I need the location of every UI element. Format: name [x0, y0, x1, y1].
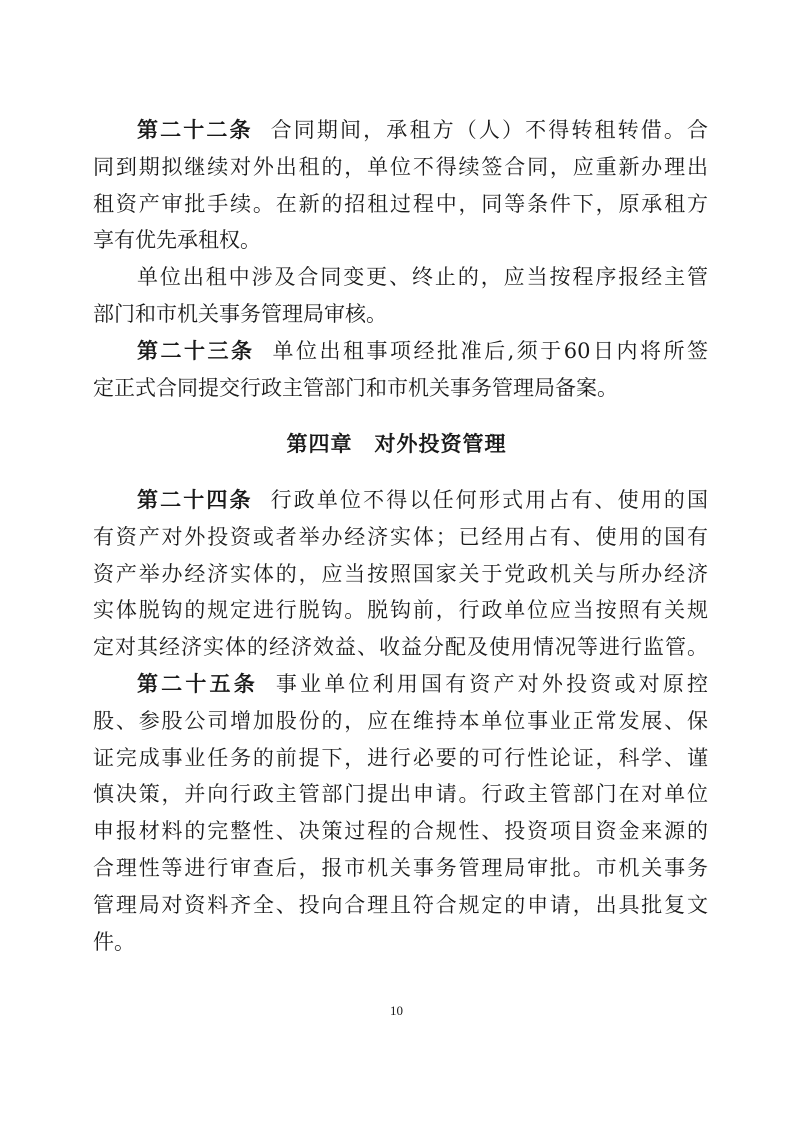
page-number: 10 — [390, 1003, 403, 1018]
article-22-line: 第二十二条 合同期间，承租方（人）不得转租转借。合 — [137, 117, 708, 142]
article-24-line: 资产举办经济实体的，应当按照国家关于党政机关与所办经济 — [93, 561, 708, 586]
article-24-line: 有资产对外投资或者举办经济实体；已经用占有、使用的国有 — [93, 524, 708, 549]
article-22-line: 享有优先承租权。 — [93, 228, 261, 253]
article-22-para2-line: 单位出租中涉及合同变更、终止的，应当按程序报经主管 — [137, 265, 708, 290]
chapter-heading: 第四章 对外投资管理 — [286, 431, 507, 456]
article-25-line: 合理性等进行审查后，报市机关事务管理局审批。市机关事务 — [93, 855, 708, 880]
article-24-line: 实体脱钩的规定进行脱钩。脱钩前，行政单位应当按照有关规 — [93, 598, 708, 623]
article-24-line: 定对其经济实体的经济效益、收益分配及使用情况等进行监管。 — [93, 635, 708, 660]
section-rental — [93, 112, 708, 406]
article-23-line: 定正式合同提交行政主管部门和市机关事务管理局备案。 — [93, 375, 618, 400]
article-25-line: 慎决策，并向行政主管部门提出申请。行政主管部门在对单位 — [93, 782, 708, 807]
article-24-line: 第二十四条 行政单位不得以任何形式用占有、使用的国 — [137, 487, 708, 512]
article-25-line: 件。 — [93, 929, 135, 954]
article-22-line: 同到期拟继续对外出租的，单位不得续签合同，应重新办理出 — [93, 154, 708, 179]
article-24-title: 第二十四条 — [137, 487, 253, 512]
section-investment — [93, 482, 708, 960]
article-22-line: 租资产审批手续。在新的招租过程中，同等条件下，原承租方 — [93, 191, 708, 216]
article-23-line: 第二十三条 单位出租事项经批准后,须于60日内将所签 — [137, 337, 708, 363]
article-25-line: 证完成事业任务的前提下，进行必要的可行性论证，科学、谨 — [93, 745, 708, 770]
article-25-line: 股、参股公司增加股份的，应在维持本单位事业正常发展、保 — [93, 708, 708, 733]
article-25-line: 第二十五条 事业单位利用国有资产对外投资或对原控 — [137, 670, 708, 696]
article-23-title: 第二十三条 — [137, 337, 255, 363]
article-25-line: 申报材料的完整性、决策过程的合规性、投资项目资金来源的 — [93, 819, 708, 844]
article-25-line: 管理局对资料齐全、投向合理且符合规定的申请，出具批复文 — [93, 892, 708, 917]
article-25-title: 第二十五条 — [137, 670, 258, 696]
article-22-para2-line: 部门和市机关事务管理局审核。 — [93, 301, 387, 326]
article-22-title: 第二十二条 — [137, 117, 253, 142]
